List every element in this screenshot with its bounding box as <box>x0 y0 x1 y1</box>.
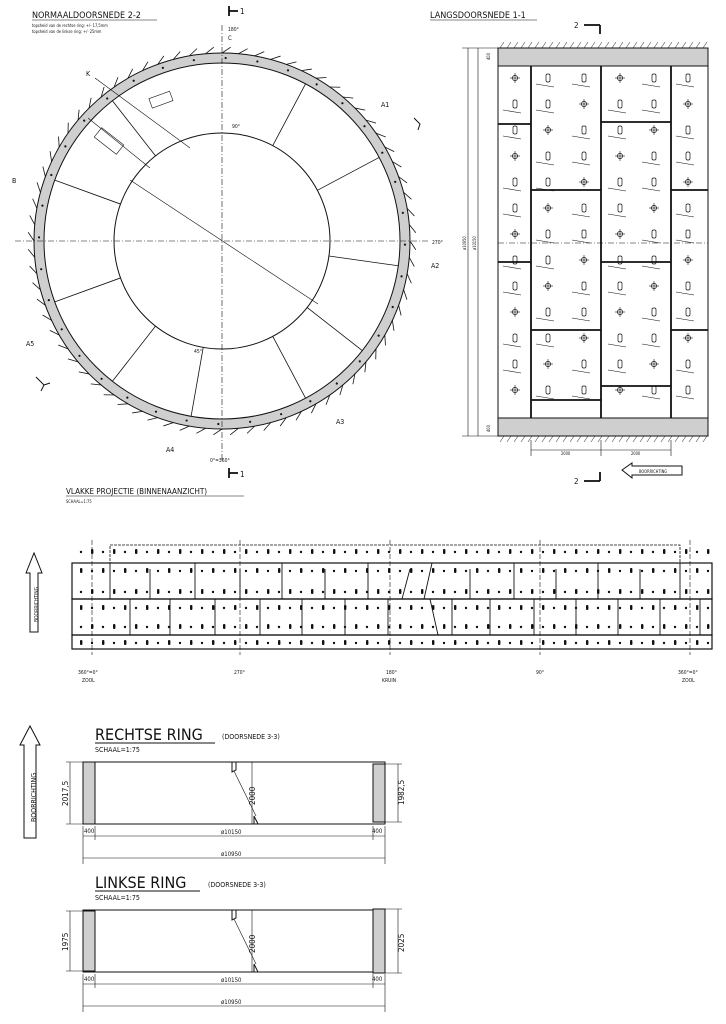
right-ring-left-wall <box>83 762 95 824</box>
right-ring-title: RECHTSE RING <box>95 725 203 744</box>
boorrichting-arrow-projection <box>26 553 42 632</box>
proj-label-0-angle: 360°=0° <box>78 670 98 676</box>
cross-section-title: NORMAALDOORSNEDE 2-2 <box>32 11 141 21</box>
longitudinal-title: LANGSDOORSNEDE 1-1 <box>430 11 526 21</box>
right-ring-dim-outer: ø10950 <box>221 851 242 858</box>
proj-label-2-angle: 180° <box>386 670 397 676</box>
label-a3: A3 <box>336 418 345 426</box>
label-top-angle: 180° <box>228 27 239 33</box>
svg-text:2: 2 <box>574 21 579 30</box>
dim-bottom-400: 400 <box>486 425 491 432</box>
left-ring-section <box>61 873 406 1012</box>
svg-text:1: 1 <box>240 470 245 479</box>
right-ring-section <box>20 725 406 864</box>
left-ring-right-wall <box>373 909 385 973</box>
label-a4: A4 <box>166 446 175 454</box>
label-a5: A5 <box>26 340 35 348</box>
proj-label-4-angle: 360°=0° <box>678 670 698 676</box>
left-ring-dim-mid: 2000 <box>248 934 257 953</box>
right-ring-dim-inner: ø10150 <box>221 829 242 836</box>
label-a2: A2 <box>431 262 440 270</box>
right-ring-dim-right: 1982,5 <box>397 779 406 805</box>
proj-label-0-name: ZOOL <box>82 678 95 684</box>
left-ring-left-wall <box>83 911 95 971</box>
view-arrow-left <box>36 377 50 391</box>
longitudinal-section-view <box>430 11 708 486</box>
left-ring-subtitle: (DOORSNEDE 3-3) <box>208 881 266 889</box>
right-ring-dim-400-left: 400 <box>84 828 95 835</box>
right-ring-dim-mid: 2000 <box>248 786 257 805</box>
dim-seg-1: 2000 <box>561 451 571 456</box>
left-ring-dim-400-left: 400 <box>84 976 95 983</box>
boorrichting-arrow-longitudinal <box>622 463 682 478</box>
proj-label-3-angle: 90° <box>536 670 544 676</box>
flat-projection-view <box>26 487 712 684</box>
projection-title: VLAKKE PROJECTIE (BINNENAANZICHT) <box>66 487 208 496</box>
svg-text:2: 2 <box>574 477 579 486</box>
svg-text:BOORRICHTING: BOORRICHTING <box>34 586 40 622</box>
label-top-letter: C <box>228 35 232 42</box>
label-right-angle: 270° <box>432 240 443 246</box>
svg-text:BOORRICHTING: BOORRICHTING <box>30 772 38 822</box>
right-ring-dim-left: 2017,5 <box>61 780 70 806</box>
right-ring-subtitle: (DOORSNEDE 3-3) <box>222 733 280 741</box>
left-ring-dim-left: 1975 <box>61 932 70 951</box>
dim-top-400: 400 <box>486 53 491 60</box>
dim-seg-2: 2000 <box>631 451 641 456</box>
label-inner-top: 90° <box>232 124 240 130</box>
left-ring-title: LINKSE RING <box>95 873 187 892</box>
section-mark-1-top <box>229 6 245 16</box>
left-ring-dim-right: 2025 <box>397 933 406 952</box>
section-mark-2-bottom <box>574 472 600 486</box>
cross-section-note-1: topsheid van de rechtse ring: +/- 17,5mm <box>32 23 108 28</box>
label-bottom-angle: 0°=360° <box>210 458 230 464</box>
top-segment-band <box>498 48 708 66</box>
right-ring-dim-400-right: 400 <box>372 828 383 835</box>
projection-scale: SCHAAL=1:75 <box>66 499 92 504</box>
cross-section-note-2: topsheid van de linkse ring: +/- 25mm <box>32 29 102 34</box>
proj-label-4-name: ZOOL <box>682 678 695 684</box>
boorrichting-arrow-right-ring <box>20 726 40 838</box>
svg-text:1: 1 <box>240 7 245 16</box>
section-mark-1-bottom <box>229 468 245 479</box>
left-ring-dim-inner: ø10150 <box>221 977 242 984</box>
dim-left-outer: ø10950 <box>462 236 467 250</box>
left-ring-dim-outer: ø10950 <box>221 999 242 1006</box>
label-k: K <box>86 70 91 78</box>
view-arrow-right <box>414 118 420 130</box>
section-mark-2-top <box>574 21 600 34</box>
proj-label-2-name: KRUIN <box>382 678 397 684</box>
proj-label-1-angle: 270° <box>234 670 245 676</box>
bottom-segment-band <box>498 418 708 436</box>
left-ring-scale: SCHAAL=1:75 <box>95 894 140 902</box>
label-inner-bottom: 45° <box>194 349 202 355</box>
left-ring-dim-400-right: 400 <box>372 976 383 983</box>
svg-text:BOORRICHTING: BOORRICHTING <box>639 469 668 474</box>
right-ring-scale: SCHAAL=1:75 <box>95 746 140 754</box>
label-a1: A1 <box>381 101 390 109</box>
label-b: B <box>12 177 17 185</box>
right-ring-right-wall <box>373 764 385 822</box>
dim-left-inner: ø10150 <box>472 236 477 250</box>
cross-section-view <box>12 6 443 479</box>
